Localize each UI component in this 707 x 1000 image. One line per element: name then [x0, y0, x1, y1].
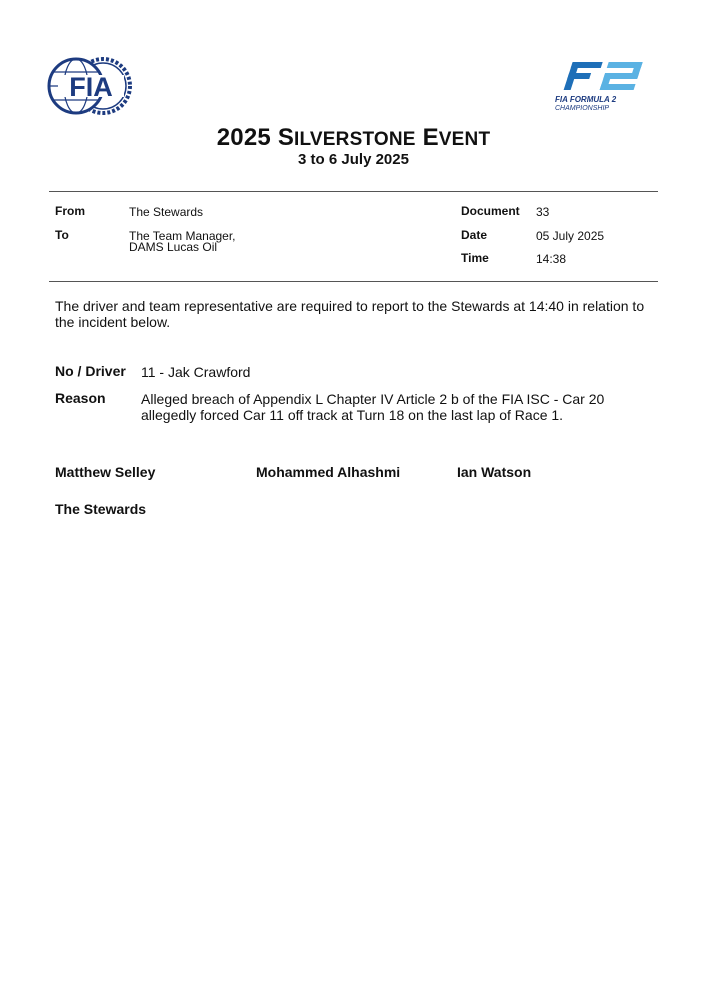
steward-signature-2: Mohammed Alhashmi — [256, 464, 401, 480]
f2-logo — [552, 58, 658, 112]
time-value: 14:38 — [536, 252, 567, 266]
time-label: Time — [461, 251, 489, 265]
document-label: Document — [461, 204, 520, 218]
closing-stewards: The Stewards — [55, 501, 147, 517]
document-value: 33 — [536, 205, 550, 219]
divider-top — [49, 191, 658, 192]
title-word1-rest: ILVERSTONE — [294, 129, 416, 150]
title-word2-rest: VENT — [438, 129, 491, 150]
title-year: 2025 — [216, 124, 271, 151]
date-value: 05 July 2025 — [536, 229, 605, 243]
fia-logo-text: FIA — [69, 72, 113, 102]
steward-signature-3: Ian Watson — [457, 464, 532, 480]
f2-logo-mark-icon — [564, 62, 643, 90]
reason-value: Alleged breach of Appendix L Chapter IV Article 2 b of the FIA ISC - Car 20 allegedly forced Car 11 off track at Turn 18 on the last lap of Race 1. — [141, 391, 605, 423]
f2-logo-line1: FIA FORMULA 2 — [555, 95, 617, 104]
f2-logo-line2: CHAMPIONSHIP — [555, 105, 610, 112]
title-word2-initial: E — [422, 124, 439, 151]
intro-paragraph: The driver and team representative are required to report to the Stewards at 14:40 in relation to the incident below. — [55, 298, 645, 330]
to-value-line1: The Team Manager, — [129, 229, 236, 243]
event-dates: 3 to 6 July 2025 — [298, 151, 409, 168]
reason-label: Reason — [55, 390, 106, 406]
to-label: To — [55, 228, 69, 242]
driver-value: 11 - Jak Crawford — [141, 364, 251, 380]
to-value-line2: DAMS Lucas Oil — [129, 240, 218, 254]
date-label: Date — [461, 228, 488, 242]
from-label: From — [55, 204, 85, 218]
steward-signature-1: Matthew Selley — [55, 464, 156, 480]
page-title — [0, 124, 707, 152]
driver-label: No / Driver — [55, 363, 126, 379]
title-word1-initial: S — [277, 124, 295, 151]
fia-logo — [46, 56, 132, 116]
divider-bottom — [49, 281, 658, 282]
from-value: The Stewards — [129, 205, 204, 219]
